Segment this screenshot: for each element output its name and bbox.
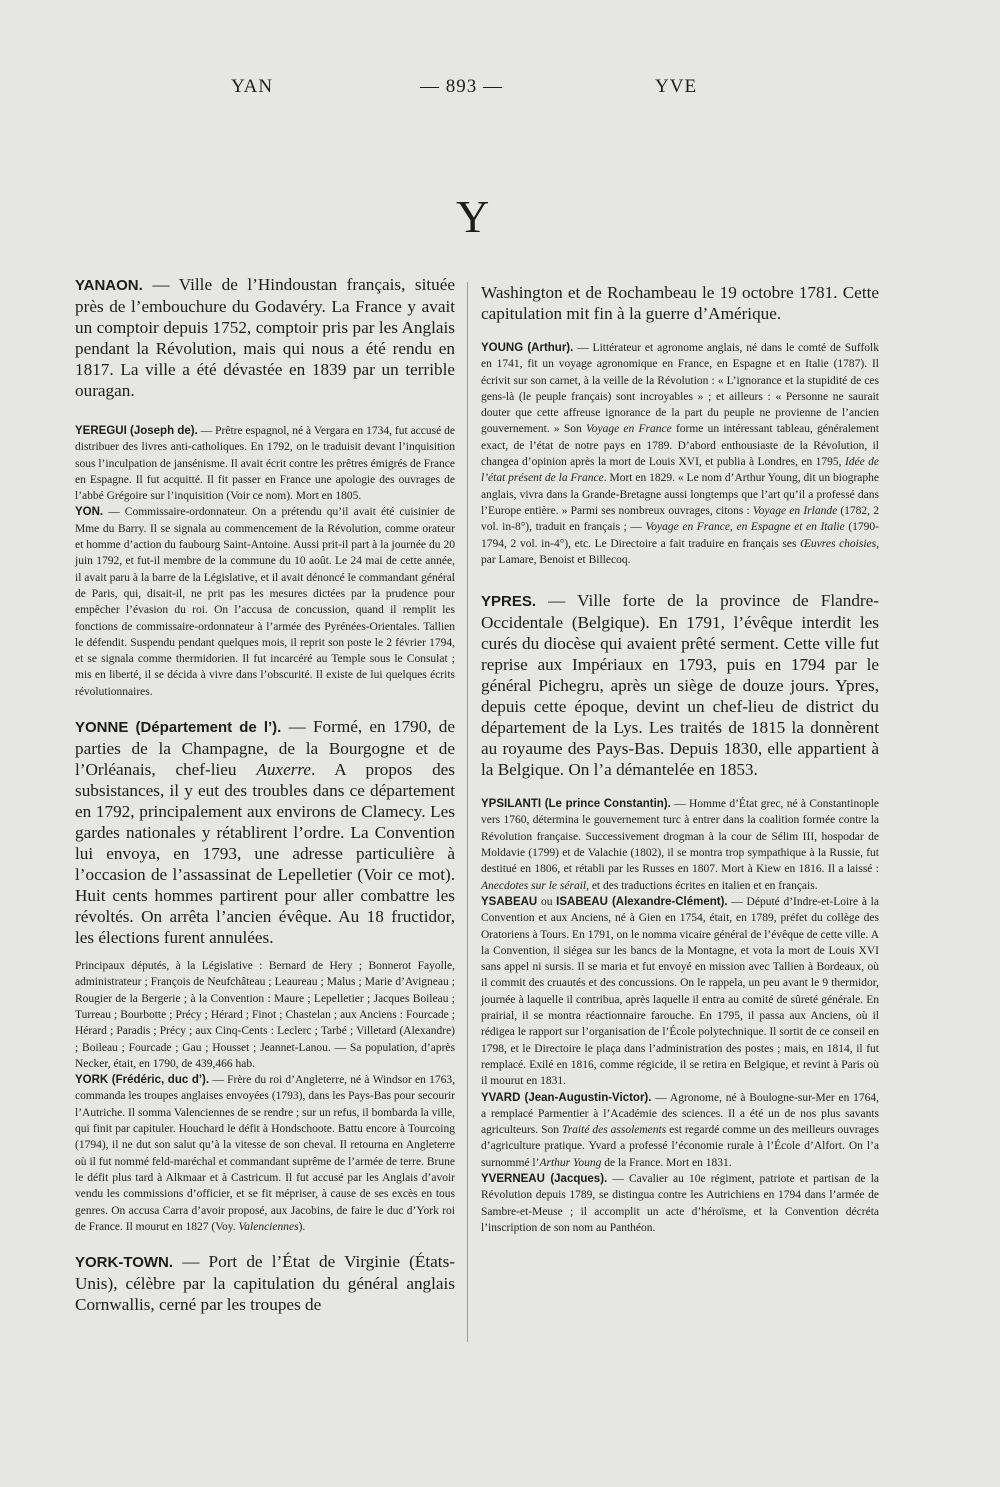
entry-text: ou bbox=[537, 895, 557, 908]
headword: YANAON. bbox=[75, 277, 143, 294]
right-column bbox=[481, 282, 879, 1236]
entry-text: (1782, 2 vol. in-8°), traduit en français ; — bbox=[481, 504, 879, 534]
entry-text: — Formé, en 1790, de parties de la Champagne, de la Bourgogne et de l’Orléanais, chef-lieu bbox=[75, 717, 455, 780]
headword: YORK (Frédéric, duc d’). bbox=[75, 1074, 210, 1087]
entry-yorktown bbox=[75, 1251, 455, 1315]
headword: YEREGUI (Joseph de). bbox=[75, 425, 198, 437]
entry-text: (1790-1794, 2 vol. in-4°), etc. Le Directoire a fait traduire en français ses bbox=[481, 521, 879, 550]
entry-text: — Agronome, né à Boulogne-sur-Mer en 1764, a remplacé Parmentier à l’Académie des sciences. Il a été un de nos plus savants agriculteurs. Son bbox=[481, 1091, 879, 1137]
page-number: — 893 — bbox=[420, 76, 503, 97]
entry-text: — Député d’Indre-et-Loire à la Convention et aux Anciens, né à Gien en 1754, était, en 1789, préfet du collège des Oratoriens à Tours. En 1791, on le nomma vicaire général de l’évêque de cette ville. A la Convention, il siégea sur les bancs de la Montagne, et vota la mort de Louis XVI sans appel ni sursis. Il se maria et fut envoyé en mission avec Tallien à Bordeaux, où il commit des cruautés et des concussions. On le rappela, un peu avant le 9 thermidor, journée à laquelle il contribua, après laquelle il entra au comité de sûreté générale. En prairial, il se montra réactionnaire farouche. En 1795, il passa aux Anciens, où il rédigea le rapport sur l’organisation de l’École polytechnique. Il sortit de ce conseil en 1798, et le Directoire le plaça dans l’administration des postes ; mais, en 1814, il fut remplacé. Exilé en 1816, comme régicide, il se retira en Belgique, et revint à Paris où il mourut en 1831. bbox=[481, 895, 879, 1088]
headword: ISABEAU (Alexandre-Clément). bbox=[556, 895, 728, 908]
entry-young bbox=[481, 340, 879, 568]
entry-text: — Prêtre espagnol, né à Vergara en 1734, fut accusé de distribuer des livres anti-catholiques. En 1792, on le traduisit devant l’inquisition sous l’inculpation de jansénisme. Il avait écrit contre les prêtres émigrés de France en Espagne. Il fut acquitté. Il fit passer en France une apologie des ouvrages de l’abbé Grégoire sur l’inquisition (Voir ce nom). Mort en 1805. bbox=[75, 425, 455, 503]
section-letter: Y bbox=[456, 191, 490, 242]
entry-title: Traité des assolements bbox=[561, 1124, 667, 1137]
left-column bbox=[75, 274, 455, 1315]
entry-text: . Mort en 1829. « Le nom d’Arthur Young, dit un biographe anglais, vivra dans la Grande-Bretagne aussi longtemps que l’art qu’il a professé dans l’Europe entière. » Parmi ses nombreux ouvrages, citons : bbox=[481, 472, 879, 517]
entry-text-italic: Auxerre bbox=[256, 760, 312, 780]
entry-yverneau bbox=[481, 1171, 879, 1236]
entry-title: Voyage en Irlande bbox=[752, 504, 838, 517]
headword: YVARD (Jean-Augustin-Victor). bbox=[481, 1091, 652, 1104]
headword: YON. bbox=[75, 506, 104, 519]
entry-title: Idée de l’état présent de la France bbox=[481, 456, 879, 485]
entry-yonne bbox=[75, 716, 455, 948]
headword: YORK-TOWN. bbox=[75, 1254, 174, 1272]
entry-ypsilanti bbox=[481, 796, 879, 894]
entry-text: est regardé comme un des meilleurs ouvrages d’agriculture pratique. Yvard a professé l’économie rurale à l’École d’Alfort. On l’a surnommé l’ bbox=[481, 1124, 879, 1169]
entry-york bbox=[75, 1072, 455, 1235]
entry-ysabeau bbox=[481, 894, 879, 1090]
entry-yeregui bbox=[75, 423, 455, 504]
entry-ypres bbox=[481, 590, 879, 780]
entry-text: — Commissaire-ordonnateur. On a prétendu qu’il avait été cuisinier de Mme du Barry. Il se signala au commencement de la Révolution, comme orateur et homme d’action du faubourg Saint-Antoine. Aussi prit-il part à la journée du 20 juin 1792, et fut-il membre de la commune du 10 août. Le 24 mai de cette année, il avait paru à la barre de la Législative, et il avait dénoncé le commandant général de Paris, qui, disait-il, ne prit pas les mesures dictées par la prudence pour empêcher l’évasion du roi. On l’accusa de concussion, quand il remplit les fonctions de commissaire-ordonnateur à l’armée des Pyrénées-Orientales. Tallien le défendit. Suspendu pendant quelques mois, il reprit son poste le 2 février 1794, et se signala comme thermidorien. Il fut incarcéré au Temple sous le Consulat ; mis en liberté, il se décida à vivre dans l’obscurité. Il existe de lui quelques écrits révolutionnaires. bbox=[75, 506, 455, 698]
column-divider bbox=[467, 282, 468, 1342]
entry-text: — Ville forte de la province de Flandre-Occidentale (Belgique). En 1791, l’évêque interdit les curés du diocèse qui avaient prêté serment. Cette ville fut reprise aux Impériaux en 1793, puis en 1794 par le général Pichegru, après un siège de douze jours. Ypres, depuis cette époque, devint un chef-lieu de district du département de la Lys. Les traités de 1815 la donnèrent au royaume des Pays-Bas. Depuis 1830, elle appartient à la Belgique. On l’a démantelée en 1853. bbox=[481, 591, 879, 780]
entry-text: . A propos des subsistances, il y eut des troubles dans ce département en 1792, principalement aux environs de Clamecy. Les gardes nationales y rétablirent l’ordre. La Convention lui envoya, en 1793, une adresse particulière à l’occasion de l’assassinat de Lepelletier (Voir ce mot). Huit cents hommes partirent pour aller combattre les révoltés. On arrêta l’ancien évêque. Au 18 fructidor, les élections furent annulées. bbox=[75, 760, 455, 948]
entry-text: — Littérateur et agronome anglais, né dans le comté de Suffolk en 1741, fit un voyage agronomique en France, en Espagne et en Italie (1787). Il écrivit sur son carnet, à la veille de la Révolution : « L’ignorance et la stupidité de ces gens-là (le peuple français) sont incroyables » ; et ailleurs : « Personne ne saurait douter que cette affreuse ignorance de la part du peuple ne provienne de l’ancien gouvernement. » Son bbox=[481, 342, 879, 436]
headword: YOUNG (Arthur). bbox=[481, 342, 574, 354]
entry-title: Œuvres choisies bbox=[800, 537, 877, 550]
header-right: YVE bbox=[655, 76, 698, 97]
entry-text: forme un intéressant tableau, généralement exact, de l’état de notre pays en 1789. D’abord enthousiaste de la Révolution, il changea d’opinion après la mort de Louis XVI, et publia à Londres, en 1795, bbox=[481, 423, 879, 469]
headword: YSABEAU bbox=[481, 895, 538, 908]
headword: YONNE (Département de l’). bbox=[75, 719, 282, 737]
entry-yvard bbox=[481, 1090, 879, 1171]
entry-text: de la France. Mort en 1831. bbox=[601, 1156, 732, 1169]
entry-yon bbox=[75, 504, 455, 700]
entry-yonne-deputes: Principaux députés, à la Législative : Bernard de Hery ; Bonnerot Fayolle, administrateur ; François de Neufchâteau ; Leaureau ; Malus ; Marie d’Avigneau ; Rougier de la Bergerie ; à la Convention : Maure ; Lepelletier ; Jacques Boileau ; Turreau ; Bourbotte ; Précy ; Hérard ; Finot ; Chastelan ; aux Anciens : Fourcade ; Hérard ; Paradis ; Précy ; aux Cinq-Cents : Leclerc ; Tarbé ; Villetard (Alexandre) ; Boileau ; Fourcade ; Gau ; Housset ; Jeannet-Lanou. — Sa population, d’après Necker, était, en 1790, de 439,466 hab. bbox=[75, 960, 455, 1070]
entry-title: Voyage en France bbox=[585, 423, 672, 436]
headword: YPSILANTI (Le prince Constantin). bbox=[481, 798, 671, 811]
entry-yanaon bbox=[75, 274, 455, 401]
entry-text: , par Lamare, Benoist et Billecoq. bbox=[481, 537, 879, 566]
entry-title: Arthur Young bbox=[539, 1156, 602, 1169]
entry-text: — Ville de l’Hindoustan français, située près de l’embouchure du Godavéry. La France y avait un comptoir depuis 1752, comptoir pris par les Anglais pendant la Révolution, mais qui nous a été rendu en 1817. La ville a été dévastée en 1839 par un terrible ouragan. bbox=[75, 275, 455, 400]
running-header bbox=[0, 76, 1000, 100]
header-left: YAN bbox=[231, 76, 274, 97]
entry-ref: Valenciennes bbox=[238, 1220, 299, 1233]
headword: YVERNEAU (Jacques). bbox=[481, 1172, 608, 1185]
entry-title: Voyage en France, en Espagne et en Italie bbox=[645, 521, 845, 534]
entry-title: Anecdotes sur le sérail bbox=[481, 879, 587, 892]
entry-yorktown-continued: Washington et de Rochambeau le 19 octobre 1781. Cette capitulation mit fin à la guerre d’Amérique. bbox=[481, 283, 879, 323]
entry-text: — Port de l’État de Virginie (États-Unis), célèbre par la capitulation du général anglais Cornwallis, cerné par les troupes de bbox=[75, 1252, 455, 1315]
entry-text: ). bbox=[298, 1220, 306, 1233]
headword: YPRES. bbox=[481, 593, 537, 611]
entry-text: — Frère du roi d’Angleterre, né à Windsor en 1763, commanda les troupes anglaises envoyées (1793), dans les Pays-Bas pour secourir l’Autriche. Il somma Valenciennes de se rendre ; sur un refus, il bombarda la ville, qui finit par capituler. Houchard le défit à Hondschoote. Battu encore à Tourcoing (1794), il ne dut son salut qu’à la vitesse de son cheval. Il retourna en Angleterre où il fut nommé feld-maréchal et commandant suprême de l’armée de terre. Brune le défit plus tard à Alkmaar et à Castricum. Il fut accusé par les Anglais d’avoir vendu les commissions d’officier, et se fit mépriser, à cause de ses excès en tous genres. On accusa Carra d’avoir proposé, aux Jacobins, de faire le duc d’York roi de France. Il mourut en 1827 (Voy. bbox=[75, 1074, 455, 1233]
entry-text: — Cavalier au 10e régiment, patriote et partisan de la Révolution depuis 1789, se distingua contre les Autrichiens en 1794 dans l’armée de Sambre-et-Meuse ; il accomplit un acte d’héroïsme, et la Convention décréta l’inscription de son nom au Panthéon. bbox=[481, 1172, 879, 1234]
entry-text: , et des traductions écrites en italien et en français. bbox=[586, 879, 818, 892]
entry-text: — Homme d’État grec, né à Constantinople vers 1760, détermina le gouvernement turc à entrer dans la coalition formée contre la Révolution française. Successivement drogman à la cour de Sélim III, hospodar de Moldavie (1799) et de Valachie (1802), il se montra trop sympathique à la Russie, fut destitué en 1806, et rétabli par les Russes en 1807. Mort à Kiew en 1816. Il a laissé : bbox=[481, 798, 879, 876]
